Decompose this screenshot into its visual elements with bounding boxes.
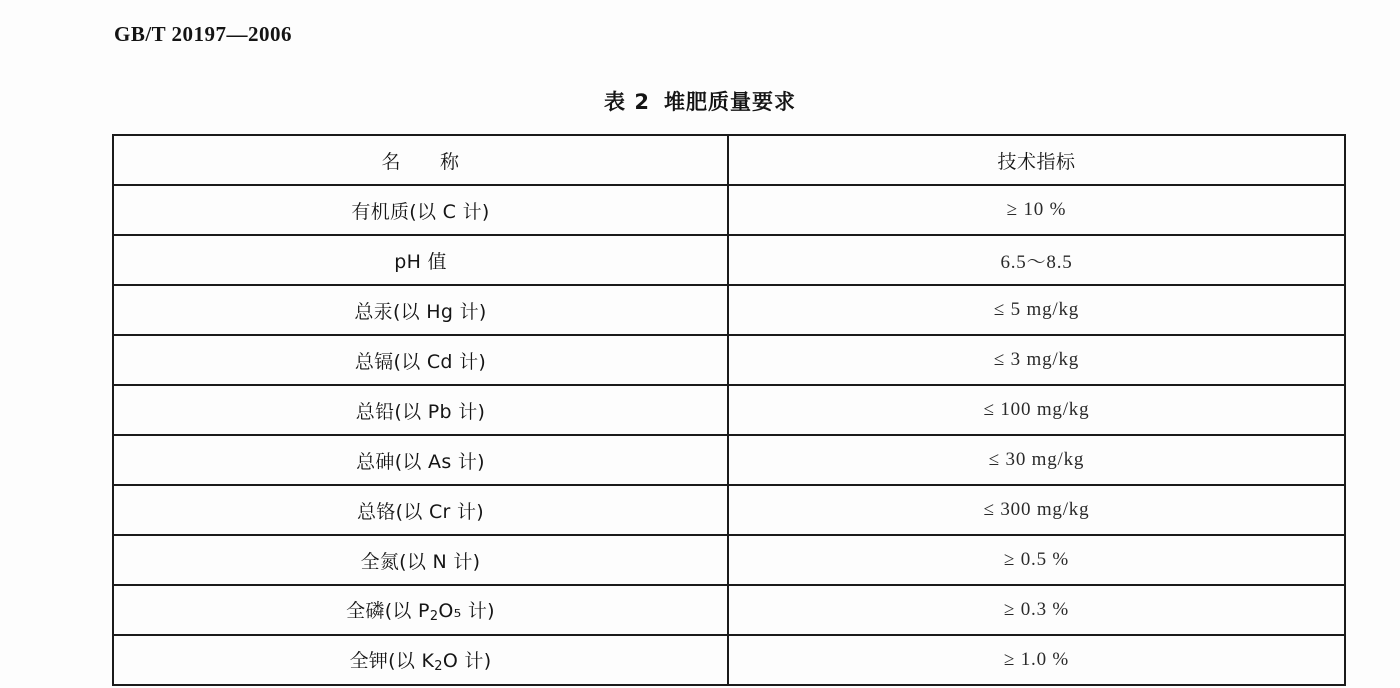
table-row [113,585,1345,635]
cell-parameter-name: 有机质(以 C 计) [113,185,728,235]
cell-technical-indicator: ≤ 3 mg/kg [728,335,1345,385]
cell-technical-indicator: ≥ 0.3 % [728,585,1345,635]
compost-quality-table [112,134,1346,686]
cell-parameter-name: 总砷(以 As 计) [113,435,728,485]
cell-technical-indicator: ≤ 100 mg/kg [728,385,1345,435]
cell-parameter-name: 总铬(以 Cr 计) [113,485,728,535]
table-row [113,435,1345,485]
cell-technical-indicator: ≤ 300 mg/kg [728,485,1345,535]
table-row [113,535,1345,585]
table-row [113,235,1345,285]
cell-parameter-name: 全磷(以 $P_2O_5$ 计) [113,585,728,635]
cell-technical-indicator: 6.5～8.5 [728,235,1345,285]
table-caption [0,86,1400,116]
cell-parameter-name: 总铅(以 Pb 计) [113,385,728,435]
cell-parameter-name: 全氮(以 N 计) [113,535,728,585]
table-row [113,335,1345,385]
column-header-name: 名 称 [113,135,728,185]
table-row [113,485,1345,535]
table-caption-number: 表 2 [604,90,650,114]
table-caption-title: 堆肥质量要求 [663,90,796,114]
footer-partial-text [186,674,486,688]
table-row [113,285,1345,335]
cell-technical-indicator: ≥ 0.5 % [728,535,1345,585]
cell-parameter-name: 总汞(以 Hg 计) [113,285,728,335]
table-header-row [113,135,1345,185]
cell-parameter-name: 总镉(以 Cd 计) [113,335,728,385]
cell-parameter-name: 全钾(以 $K_2O$ 计) [113,635,728,685]
standard-code: GB/T 20197—2006 [114,22,293,46]
cell-technical-indicator: ≥ 1.0 % [728,635,1345,685]
cell-technical-indicator: ≤ 5 mg/kg [728,285,1345,335]
table-row [113,385,1345,435]
table-row [113,185,1345,235]
cell-parameter-name: pH 值 [113,235,728,285]
cell-technical-indicator: ≤ 30 mg/kg [728,435,1345,485]
column-header-indicator: 技术指标 [728,135,1345,185]
cell-technical-indicator: ≥ 10 % [728,185,1345,235]
